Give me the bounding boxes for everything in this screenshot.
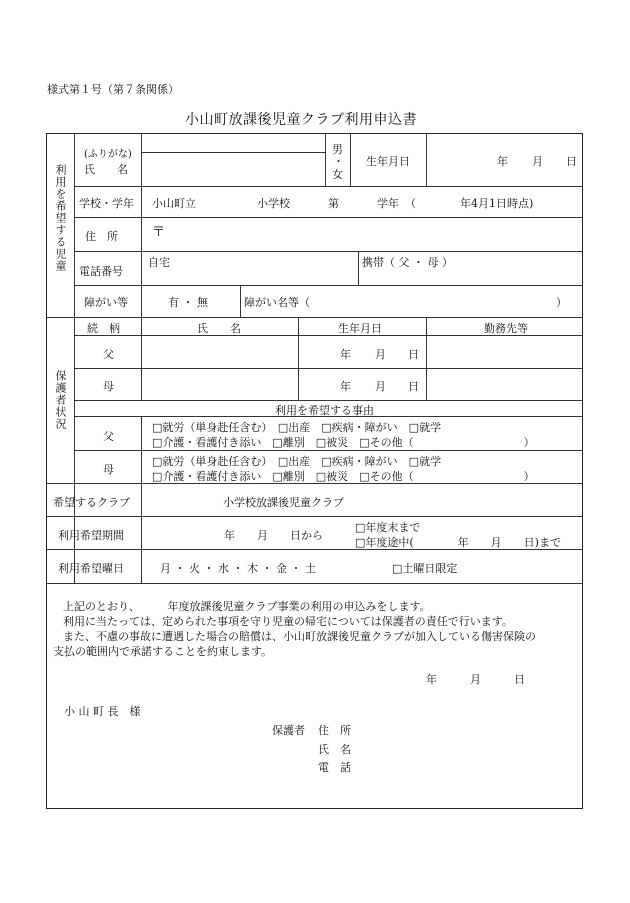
reason-header: 利用を希望する事由 — [275, 404, 374, 417]
reason-mother-label: 母 — [103, 463, 114, 476]
reason-father-label: 父 — [103, 430, 114, 443]
sex-male[interactable]: 男 — [332, 143, 343, 156]
addressee: 小 山 町 長 様 — [64, 705, 141, 718]
postal-mark: 〒 — [152, 225, 166, 240]
col-name: 氏 名 — [197, 322, 241, 335]
disability-name-close: ） — [556, 296, 567, 309]
club-label: 希望するクラブ — [53, 496, 130, 509]
page-title: 小山町放課後児童クラブ利用申込書 — [185, 112, 417, 128]
reason-mother-line1[interactable]: □就労（単身赴任含む） □出産 □疾病・障がい □就学 — [152, 455, 442, 468]
mother-birth-day: 日 — [408, 380, 419, 393]
school-suffix: 小学校 — [257, 197, 290, 210]
address-label: 住 所 — [85, 230, 118, 243]
guardian-section-label: 保護者状況 — [54, 370, 67, 430]
sex-separator: ・ — [333, 155, 344, 168]
period-end-fiscal[interactable]: □年度末まで — [355, 521, 421, 534]
declaration-line2: 利用に当たっては、定められた事項を守り児童の帰宅については保護者の責任で行います。 — [63, 615, 513, 628]
days-weekdays[interactable]: 月 ・ 火 ・ 水 ・ 木 ・ 金 ・ 土 — [160, 562, 316, 575]
declaration-line4: 支払の範囲内で承諾することを約束します。 — [53, 645, 273, 658]
child-address-field[interactable] — [142, 218, 582, 251]
col-relation: 続 柄 — [87, 322, 120, 335]
birth-date-label: 生年月日 — [366, 155, 410, 168]
birth-day-unit: 日 — [566, 155, 577, 168]
phone-label: 電話番号 — [79, 265, 123, 278]
period-end-midyear[interactable]: □年度途中( 年 月 日)まで — [355, 536, 561, 549]
declaration-line1: 上記のとおり、 年度放課後児童クラブ事業の利用の申込みをします。 — [63, 600, 431, 613]
form-number: 様式第１号（第７条関係） — [47, 83, 179, 96]
mother-birth-month: 月 — [375, 380, 386, 393]
reason-father-line2[interactable]: □介護・看護付き添い □離別 □被災 □その他（ ） — [152, 436, 535, 449]
reason-mother-line2[interactable]: □介護・看護付き添い □離別 □被災 □その他（ ） — [152, 470, 535, 483]
reason-father-line1[interactable]: □就労（単身赴任含む） □出産 □疾病・障がい □就学 — [152, 421, 442, 434]
club-value[interactable]: 小学校放課後児童クラブ — [223, 496, 344, 509]
child-section-label: 利用を希望する児童 — [54, 164, 67, 272]
signer-phone-label: 電 話 — [318, 761, 351, 774]
signer-name-label: 氏 名 — [318, 743, 351, 756]
father-name-field[interactable] — [142, 336, 298, 368]
grade-basis: （ 年4月1日時点) — [405, 197, 534, 210]
birth-year-unit: 年 — [497, 155, 508, 168]
period-label: 利用希望期間 — [58, 529, 124, 542]
school-grade-label: 学校・学年 — [79, 197, 134, 210]
grade-suffix: 学年 — [377, 197, 399, 210]
disability-label: 障がい等 — [84, 296, 128, 309]
period-start[interactable]: 年 月 日から — [224, 529, 323, 542]
child-name-field[interactable] — [142, 153, 325, 186]
declaration-line3: また、不慮の事故に遭遇した場合の賠償は、小山町放課後児童クラブが加入している傷害保険の — [63, 630, 536, 643]
disability-options[interactable]: 有 ・ 無 — [168, 296, 208, 309]
father-birth-day: 日 — [408, 348, 419, 361]
mother-name-field[interactable] — [142, 369, 298, 400]
father-birth-year: 年 — [340, 348, 351, 361]
father-work-field[interactable] — [427, 336, 582, 368]
mobile-phone-label: 携帯（ 父 ・ 母 ） — [362, 256, 453, 269]
signer-guardian-label: 保護者 — [272, 724, 305, 737]
furigana-label: (ふりがな) — [84, 149, 132, 160]
home-phone-label: 自宅 — [148, 256, 170, 269]
birth-month-unit: 月 — [532, 155, 543, 168]
child-furigana-field[interactable] — [142, 134, 325, 152]
father-label: 父 — [103, 348, 114, 361]
school-town: 小山町立 — [152, 197, 196, 210]
father-birth-month: 月 — [375, 348, 386, 361]
grade-prefix: 第 — [328, 197, 339, 210]
signer-address-label: 住 所 — [318, 724, 351, 737]
disability-name-label: 障がい名等（ — [244, 296, 310, 309]
sex-female[interactable]: 女 — [332, 168, 343, 181]
mother-label: 母 — [103, 380, 114, 393]
mother-work-field[interactable] — [427, 369, 582, 400]
child-name-label: 氏 名 — [84, 163, 128, 176]
mother-birth-year: 年 — [340, 380, 351, 393]
days-saturday-only[interactable]: □土曜日限定 — [392, 562, 458, 575]
col-birth: 生年月日 — [338, 322, 382, 335]
col-work: 勤務先等 — [484, 322, 528, 335]
days-label: 利用希望曜日 — [58, 562, 124, 575]
declaration-date: 年 月 日 — [426, 673, 525, 686]
